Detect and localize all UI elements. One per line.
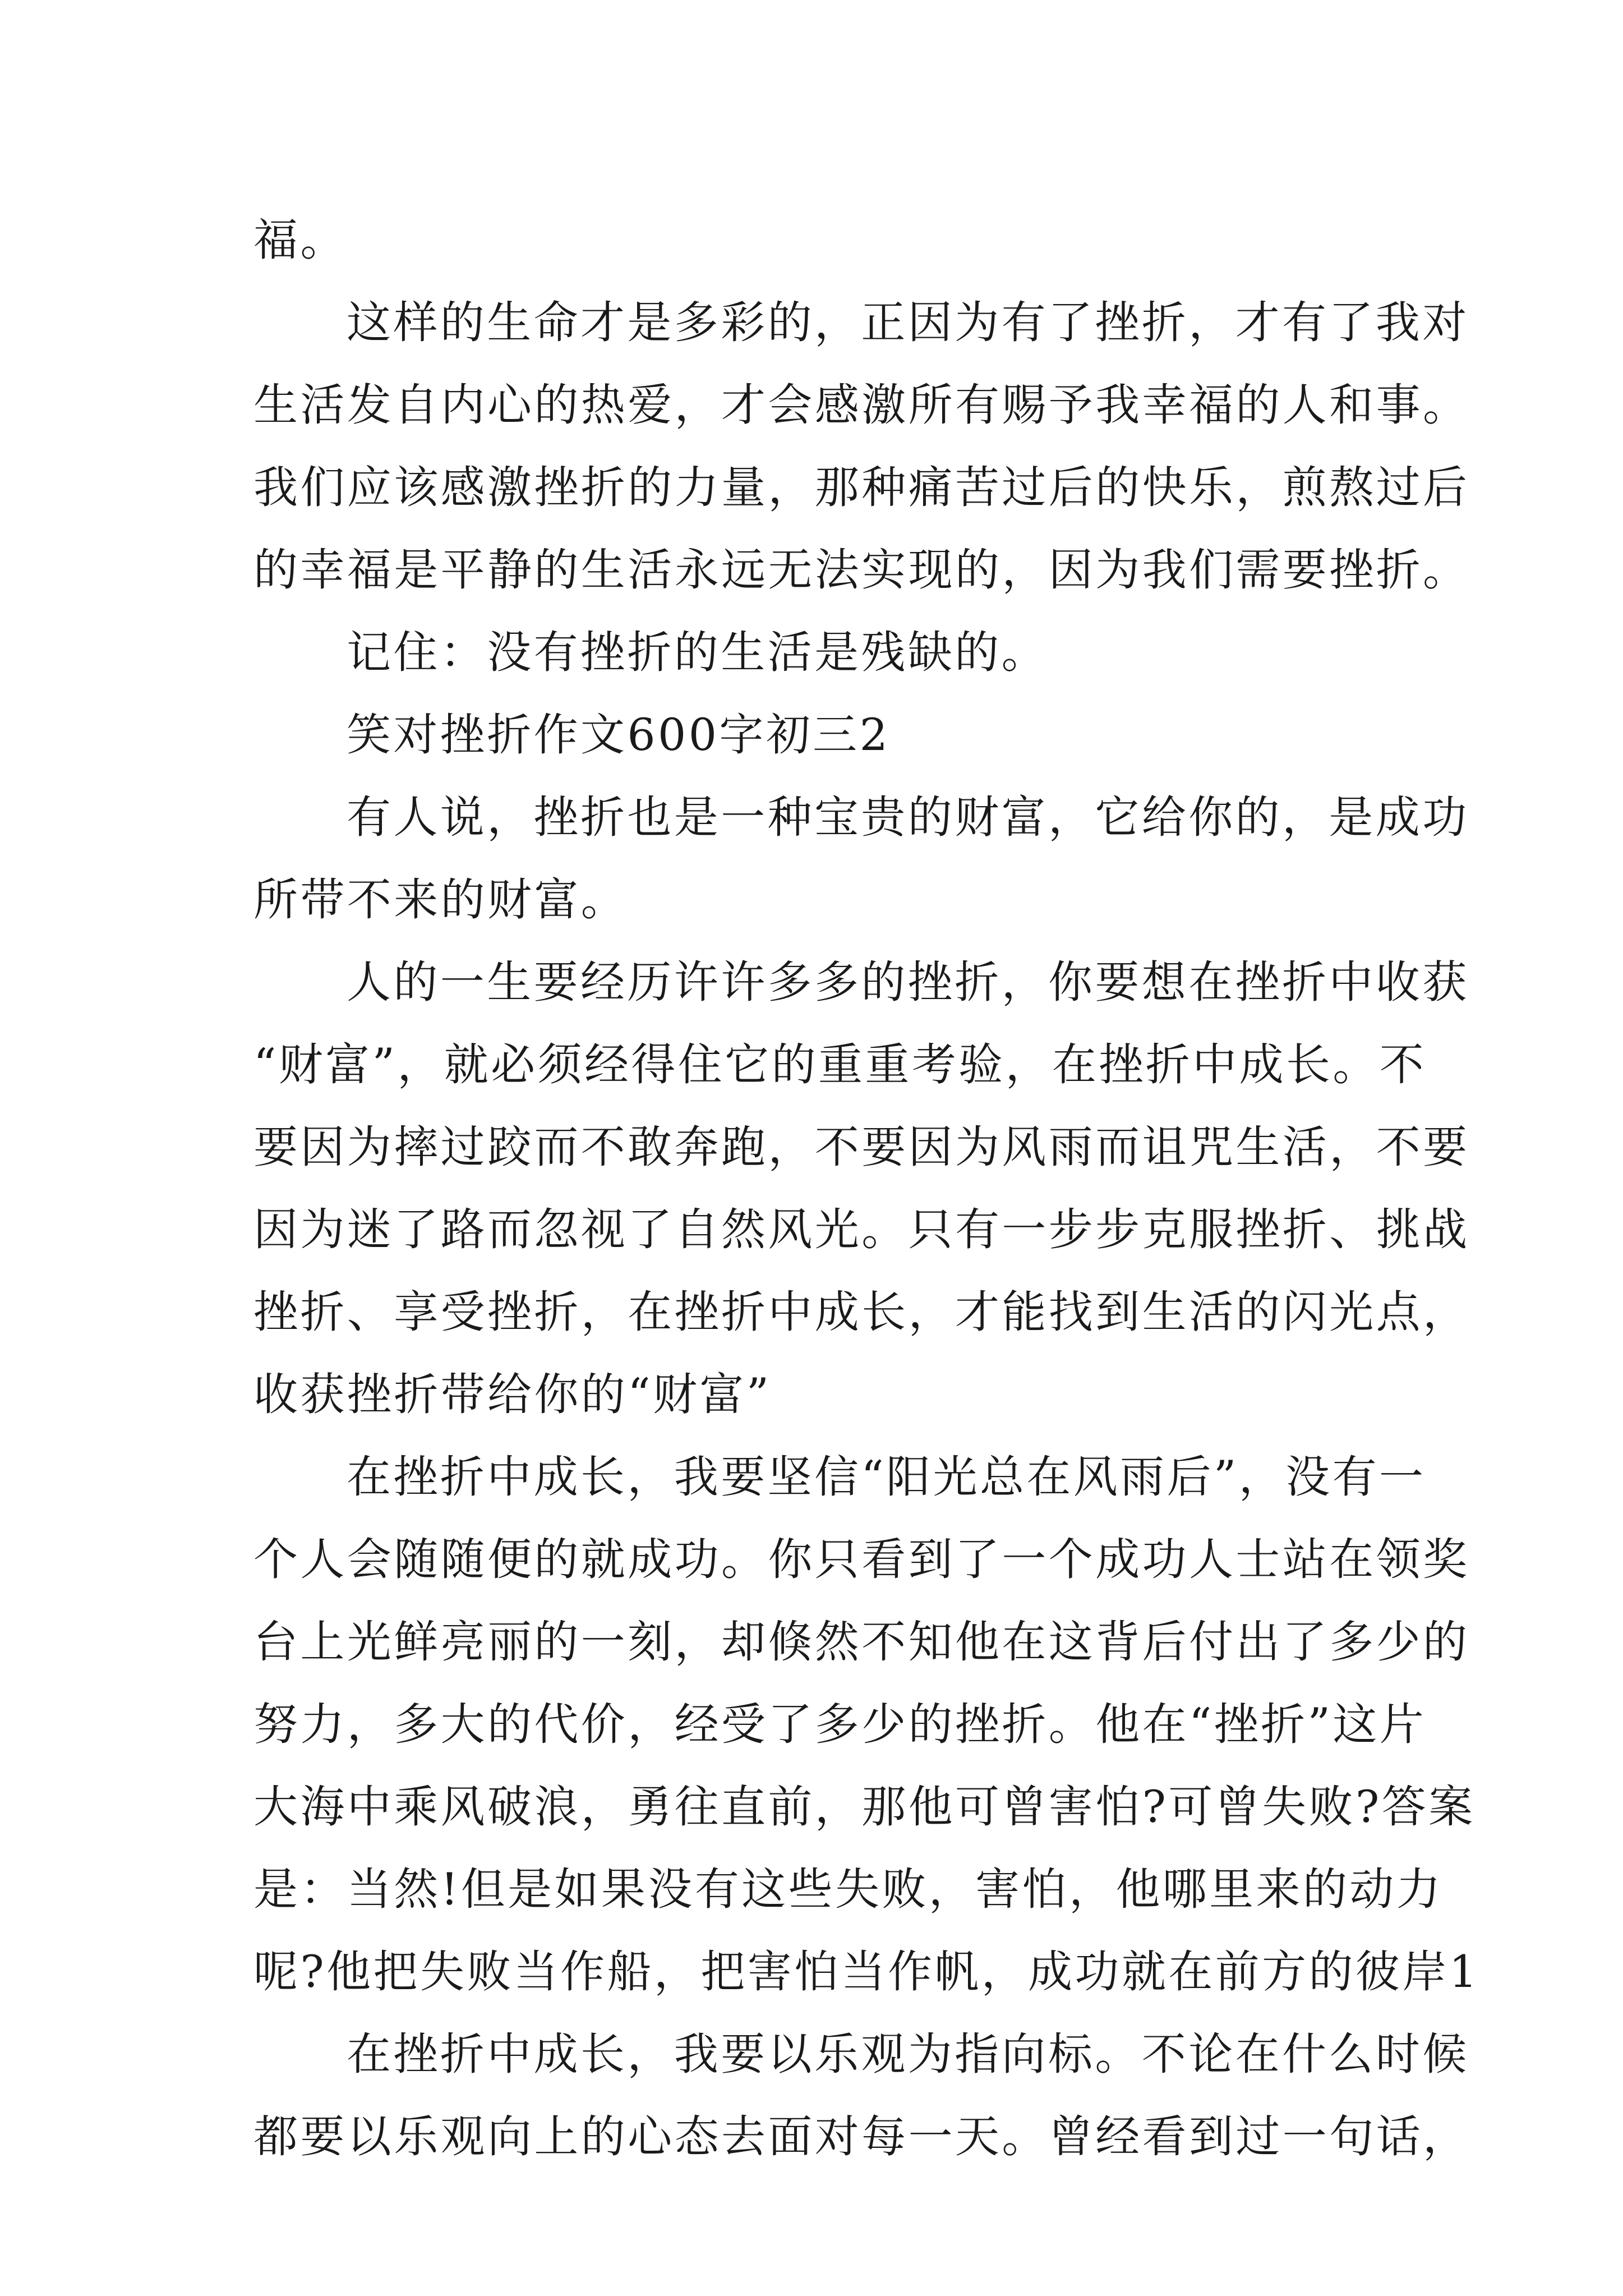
- text-line: 这样的生命才是多彩的，正因为有了挫折，才有了我对: [347, 297, 1469, 348]
- paragraph: [253, 199, 1395, 282]
- text-line: 在挫折中成长，我要以乐观为指向标。不论在什么时候: [347, 2028, 1469, 2080]
- text-line: 所带不来的财富。: [253, 874, 628, 926]
- text-line: 有人说，挫折也是一种宝贵的财富，它给你的，是成功: [347, 792, 1469, 843]
- text-line: 的幸福是平静的生活永远无法实现的，因为我们需要挫折。: [253, 544, 1470, 596]
- paragraph: [253, 282, 1470, 611]
- text-line: 我们应该感激挫折的力量，那种痛苦过后的快乐，煎熬过后: [253, 462, 1470, 513]
- text-line: 呢?他把失败当作船，把害怕当作帆，成功就在前方的彼岸1: [253, 1946, 1480, 1998]
- text-line: 个人会随随便的就成功。你只看到了一个成功人士站在领奖: [253, 1534, 1470, 1585]
- paragraph: [253, 941, 1470, 1436]
- text-line: 努力，多大的代价，经受了多少的挫折。他在“挫折”这片: [253, 1699, 1427, 1750]
- text-line: 福。: [253, 214, 347, 266]
- text-line: “财富”，就必须经得住它的重重考验，在挫折中成长。不: [253, 1039, 1427, 1091]
- text-line: 要因为摔过跤而不敢奔跑，不要因为风雨而诅咒生活，不要: [253, 1121, 1470, 1173]
- section-heading: [253, 694, 1395, 776]
- essay-body: [253, 199, 1480, 2178]
- text-line: 台上光鲜亮丽的一刻，却倏然不知他在这背后付出了多少的: [253, 1616, 1470, 1668]
- text-line: 在挫折中成长，我要坚信“阳光总在风雨后”，没有一: [347, 1451, 1426, 1503]
- text-line: 人的一生要经历许许多多的挫折，你要想在挫折中收获: [347, 956, 1469, 1008]
- text-line: 都要以乐观向上的心态去面对每一天。曾经看到过一句话，: [253, 2111, 1470, 2162]
- paragraph: [253, 776, 1469, 941]
- text-line: 生活发自内心的热爱，才会感激所有赐予我幸福的人和事。: [253, 379, 1470, 431]
- paragraph: [253, 2013, 1470, 2178]
- heading-line: 笑对挫折作文600字初三2: [347, 709, 891, 761]
- text-line: 收获挫折带给你的“财富”: [253, 1369, 772, 1420]
- text-line: 记住：没有挫折的生活是残缺的。: [347, 627, 1048, 678]
- text-line: 大海中乘风破浪，勇往直前，那他可曾害怕?可曾失败?答案: [253, 1781, 1476, 1833]
- paragraph: [253, 1436, 1480, 2013]
- text-line: 挫折、享受挫折，在挫折中成长，才能找到生活的闪光点，: [253, 1286, 1470, 1338]
- text-line: 因为迷了路而忽视了自然风光。只有一步步克服挫折、挑战: [253, 1204, 1470, 1255]
- text-line: 是：当然!但是如果没有这些失败，害怕，他哪里来的动力: [253, 1864, 1444, 1915]
- paragraph: [253, 611, 1395, 694]
